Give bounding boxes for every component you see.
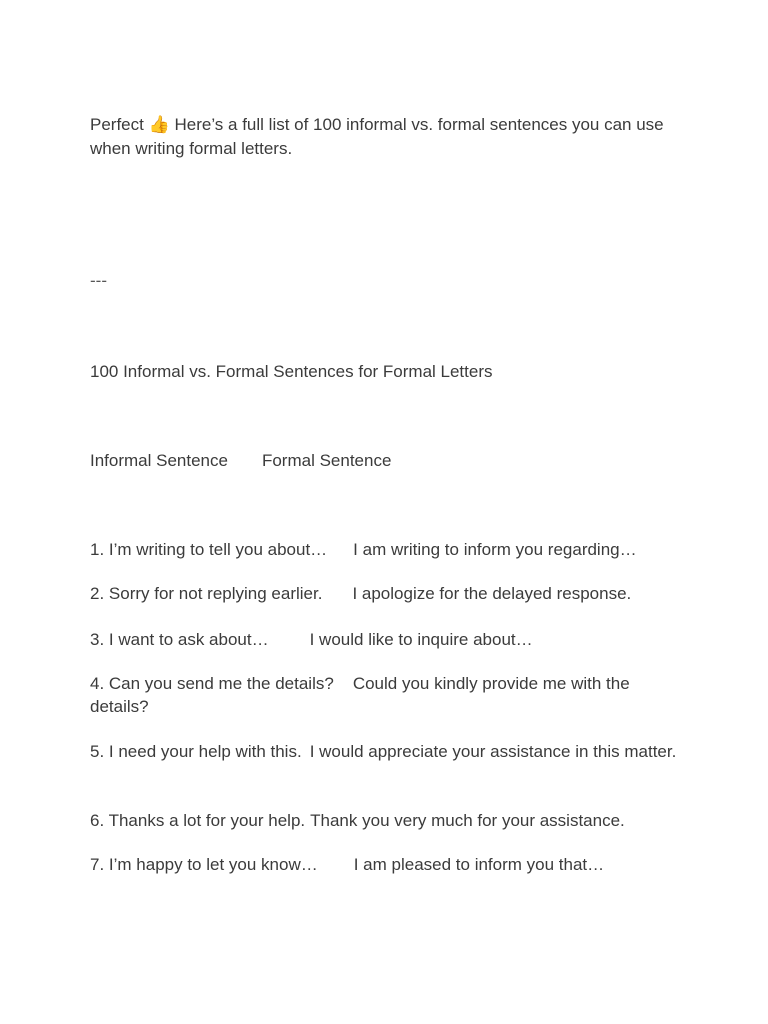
list-item xyxy=(90,809,680,832)
informal-sentence: 2. Sorry for not replying earlier. xyxy=(90,584,323,603)
divider-text: --- xyxy=(90,271,107,290)
column-headers xyxy=(90,449,680,472)
column-header-informal: Informal Sentence xyxy=(90,451,228,470)
informal-sentence: 5. I need your help with this. xyxy=(90,742,302,761)
list-item xyxy=(90,740,680,763)
column-header-formal: Formal Sentence xyxy=(261,451,392,470)
formal-sentence: I am pleased to inform you that… xyxy=(353,855,605,874)
thumbs-up-icon: 👍 xyxy=(148,115,170,135)
formal-sentence: I would like to inquire about… xyxy=(309,630,533,649)
informal-sentence: 7. I’m happy to let you know… xyxy=(90,855,318,874)
informal-sentence: 1. I’m writing to tell you about… xyxy=(90,540,328,559)
intro-paragraph xyxy=(90,113,680,160)
formal-sentence: I am writing to inform you regarding… xyxy=(353,540,637,559)
intro-prefix: Perfect xyxy=(90,115,149,134)
informal-sentence: 6. Thanks a lot for your help. xyxy=(90,811,306,830)
list-item xyxy=(90,582,680,605)
formal-sentence: Thank you very much for your assistance. xyxy=(310,811,625,830)
informal-sentence: 4. Can you send me the details? xyxy=(90,674,334,693)
formal-sentence: I would appreciate your assistance in this matter. xyxy=(309,742,677,761)
informal-sentence: 3. I want to ask about… xyxy=(90,630,269,649)
formal-sentence: Could you kindly provide me with the details? xyxy=(90,674,635,716)
list-item xyxy=(90,538,680,561)
list-item xyxy=(90,628,680,651)
list-heading: 100 Informal vs. Formal Sentences for Formal Letters xyxy=(90,362,493,381)
formal-sentence: I apologize for the delayed response. xyxy=(352,584,632,603)
list-item xyxy=(90,672,680,718)
intro-text: Here’s a full list of 100 informal vs. formal sentences you can use when writing formal letters. xyxy=(90,115,669,158)
list-item xyxy=(90,853,680,876)
